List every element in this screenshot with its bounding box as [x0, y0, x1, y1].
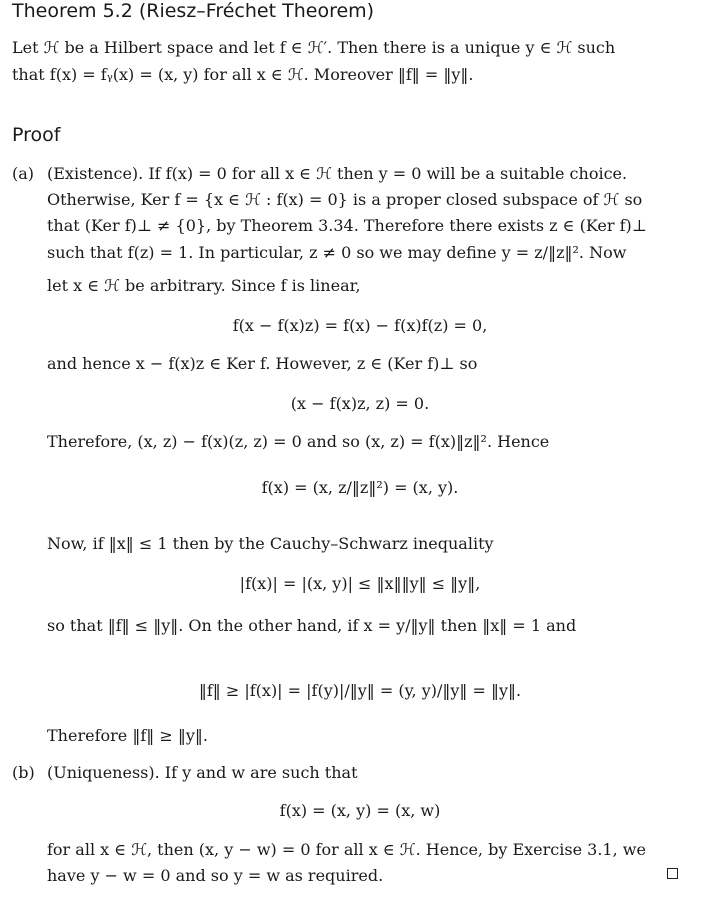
- part-b-line-3: have y − w = 0 and so y = w as required.: [47, 866, 384, 885]
- part-a-line-therefore: Therefore, (x, z) − f(x)(z, z) = 0 and so (x, z) = f(x)‖z‖². Hence: [47, 432, 550, 451]
- part-a-line-cauchy: Now, if ‖x‖ ≤ 1 then by the Cauchy–Schwarz inequality: [47, 534, 494, 553]
- equation-cauchy-schwarz: |f(x)| = |(x, y)| ≤ ‖x‖‖y‖ ≤ ‖y‖,: [239, 574, 481, 593]
- part-a-line-2: Otherwise, Ker f = {x ∈ ℋ : f(x) = 0} is a proper closed subspace of ℋ so: [47, 190, 643, 209]
- part-a-line-kernel: and hence x − f(x)z ∈ Ker f. However, z ∈ (Ker f)⊥ so: [47, 354, 478, 373]
- part-a-line-3: that (Ker f)⊥ ≠ {0}, by Theorem 3.34. Therefore there exists z ∈ (Ker f)⊥: [47, 216, 647, 235]
- part-b-line-2: for all x ∈ ℋ, then (x, y − w) = 0 for all x ∈ ℋ. Hence, by Exercise 3.1, we: [47, 840, 646, 859]
- qed-symbol: [667, 868, 678, 879]
- part-a-line-conclusion: Therefore ‖f‖ ≥ ‖y‖.: [47, 726, 208, 745]
- part-a-line-5: let x ∈ ℋ be arbitrary. Since f is linear,: [47, 276, 361, 295]
- theorem-title: Theorem 5.2 (Riesz–Fréchet Theorem): [12, 0, 375, 22]
- part-a-label: (a): [12, 164, 35, 183]
- statement-line-1: Let ℋ be a Hilbert space and let f ∈ ℋ′. Then there is a unique y ∈ ℋ such: [12, 38, 616, 57]
- part-b-line-1: (Uniqueness). If y and w are such that: [47, 763, 358, 782]
- part-a-line-4: such that f(z) = 1. In particular, z ≠ 0 so we may define y = z/‖z‖². Now: [47, 243, 627, 262]
- equation-linearity: f(x − f(x)z) = f(x) − f(x)f(z) = 0,: [232, 316, 488, 335]
- proof-heading: Proof: [12, 124, 61, 146]
- part-b-label: (b): [12, 763, 35, 782]
- equation-uniqueness: f(x) = (x, y) = (x, w): [279, 801, 441, 820]
- part-a-line-norm: so that ‖f‖ ≤ ‖y‖. On the other hand, if x = y/‖y‖ then ‖x‖ = 1 and: [47, 616, 577, 635]
- equation-orthogonal: (x − f(x)z, z) = 0.: [290, 394, 430, 413]
- equation-norm-bound: ‖f‖ ≥ |f(x)| = |f(y)|/‖y‖ = (y, y)/‖y‖ = ‖y‖.: [198, 681, 522, 700]
- part-a-line-1: (Existence). If f(x) = 0 for all x ∈ ℋ then y = 0 will be a suitable choice.: [47, 164, 628, 183]
- statement-line-2: that f(x) = fᵧ(x) = (x, y) for all x ∈ ℋ. Moreover ‖f‖ = ‖y‖.: [12, 65, 474, 84]
- equation-representation: f(x) = (x, z/‖z‖²) = (x, y).: [261, 478, 459, 497]
